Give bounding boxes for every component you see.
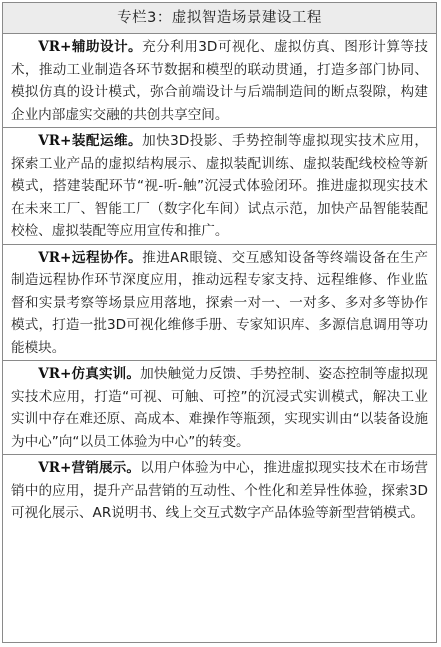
section-assisted-design	[3, 34, 436, 128]
section-text: 加快触觉力反馈、手势控制、姿态控制等虚拟现实技术应用，打造“可视、可触、可控”的沉浸式实训模式，解决工业实训中存在难还原、高成本、难操作等瓶颈，实现实训由“以装备设施为中心”向“以员工体验为中心”的转变。	[11, 366, 429, 450]
section-assembly-maintenance	[3, 128, 436, 245]
section-heading: VR+远程协作。	[38, 249, 143, 266]
section-text: 加快3D投影、手势控制等虚拟现实技术应用，探索工业产品的虚拟结构展示、虚拟装配训练、虚拟装配线校检等新模式，搭建装配环节“视-听-触”沉浸式体验闭环。推进虚拟现实技术在未来工厂、智能工厂（数字化车间）试点示范，加快产品智能装配校检、虚拟装配等应用宣传和推广。	[11, 133, 429, 239]
section-text: 推进AR眼镜、交互感知设备等终端设备在生产制造远程协作环节深度应用，推动远程专家支持、远程维修、作业监督和实景考察等场景应用落地，探索一对一、一对多、多对多等协作模式，打造一批3D可视化维修手册、专家知识库、多源信息调用等功能模块。	[11, 249, 428, 356]
section-heading: VR+辅助设计。	[38, 39, 143, 55]
section-marketing-display	[3, 455, 436, 526]
section-remote-collaboration	[3, 245, 436, 362]
section-heading: VR+装配运维。	[38, 133, 143, 149]
section-text: 以用户体验为中心，推进虚拟现实技术在市场营销中的应用，提升产品营销的互动性、个性化和差异性体验，探索3D可视化展示、AR说明书、线上交互式数字产品体验等新型营销模式。	[11, 460, 429, 521]
column-box	[2, 2, 437, 643]
column-title: 专栏3：虚拟智造场景建设工程	[3, 3, 436, 34]
section-text: 充分利用3D可视化、虚拟仿真、图形计算等技术，推动工业制造各环节数据和模型的联动贯通，打造多部门协同、模拟仿真的设计模式，弥合前端设计与后端制造间的断点裂隙，构建企业内部虚实交融的共创共享空间。	[11, 39, 429, 123]
section-heading: VR+营销展示。	[38, 460, 141, 476]
section-simulation-training	[3, 361, 436, 455]
section-heading: VR+仿真实训。	[38, 366, 141, 382]
